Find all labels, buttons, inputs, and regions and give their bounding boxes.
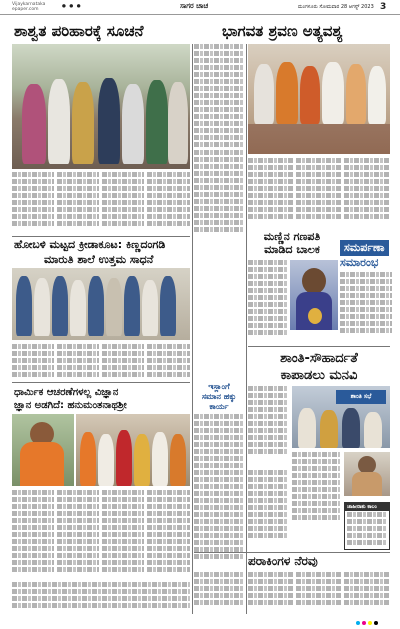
a7-text-col1 [12,490,54,580]
a8-text [194,414,244,564]
headline-a5-box [340,240,389,256]
a1-text-col1 [12,172,54,236]
headline-a6 [248,350,390,384]
a3-text-col1 [12,344,54,380]
a7-text-bottom [12,582,190,614]
a2-text-col4 [344,158,390,228]
page-number: 3 [380,2,387,12]
a9-text-col2 [296,572,341,612]
headline-a3: ಹೋಬಳಿ ಮಟ್ಟದ ಕ್ರೀಡಾಕೂಟ: ಕಿಣ್ಣದಂಗಡಿ [14,238,166,251]
a4-text-col1 [248,260,288,340]
photo-peace-meeting [292,386,390,448]
a2-text-col1b [194,150,244,240]
headline-a2: ಭಾಗವತ ಶ್ರವಣ ಅತ್ಯವಶ್ಯ [222,22,343,40]
section-rule-1 [12,236,190,237]
headline-a7-line2: ಜ್ಞಾನ ಅಡಗಿದೆ: ಹನುಮಂತನಾಥಶ್ರೀ [14,400,127,411]
registration-mark-yellow [368,621,372,625]
a5-text [340,272,392,342]
a6-text-col1 [248,386,288,466]
headline-a7 [14,386,127,412]
photo-officer [344,452,390,496]
registration-mark-magenta [362,621,366,625]
headline-a7-line1: ಧಾರ್ಮಿಕ ಆಚರಣೆಗಳಲ್ಲ ವಿಜ್ಞಾನ [14,387,119,398]
social-icons: ● ● ● [62,4,82,9]
classified-ad-box [344,502,390,550]
a1-text-col4 [147,172,190,236]
photo-swamiji [12,414,74,486]
photo-boy-ganapati [290,260,338,330]
a1-text-col3 [102,172,144,236]
headline-a8 [194,382,244,412]
headline-a6-line2: ಕಾಪಾಡಲು ಮನವಿ [280,368,358,383]
site-name: Vijaykarnataka [12,2,46,7]
registration-mark-cyan [356,621,360,625]
headline-a4-line1: ಮಣ್ಣಿನ ಗಣಪತಿ [263,230,321,243]
column-rule-1 [192,44,193,614]
headline-a1: ಶಾಶ್ವತ ಪರಿಹಾರಕ್ಕೆ ಸೂಚನೆ [14,22,144,40]
a9-text-col1 [248,572,293,612]
headline-a5-line1: ಸಮರ್ಪಣಾ [344,241,385,254]
a7-text-col3 [102,490,144,580]
a6-text-col2 [292,452,340,532]
headline-a8-line1: ಇಸ್ಲಾಂಗೆ [208,382,230,391]
a3-text-col3 [102,344,144,380]
ad-title: ಜಾಹೀರಾತು ಕಾಲಂ [345,503,389,511]
masthead-date: ಮಂಗಳೂರು ಸೋಮವಾರ 28 ಆಗಸ್ಟ್ 2023 [298,4,374,10]
headline-a5-line2: ಸಮಾರಂಭ [340,256,379,269]
a2-text-col3 [296,158,341,228]
a3-text-col4 [147,344,190,380]
photo-officials-meeting [12,44,190,169]
headline-a6-line1: ಶಾಂತಿ-ಸೌಹಾರ್ದತೆ [280,351,358,366]
a9-text-col0 [194,572,244,612]
section-rule-2 [12,382,190,383]
headline-a9: ಪರಾಕಿಂಗಳ ನೆರವು [248,554,318,568]
masthead-logo: ಸಾಗರ ಚಾಚ [180,2,209,10]
headline-a8-line3: ಕಾರ್ಯ [209,402,229,411]
a3-text-col2 [57,344,99,380]
photo-school-sports [12,268,190,340]
masthead-site [12,2,45,12]
headline-a4 [248,230,336,256]
registration-mark-black [374,621,378,625]
peace-meeting-banner: ಶಾಂತಿ ಸಭೆ [336,390,386,404]
photo-religious-gathering [76,414,190,486]
a2-text-col1 [194,44,244,149]
headline-a3b: ಮಾರುತಿ ಶಾಲೆ ಉತ್ತಮ ಸಾಧನೆ [44,253,154,266]
section-rule-3 [248,346,390,347]
column-rule-2 [246,44,247,614]
a2-text-col2 [248,158,293,228]
section-rule-4 [194,552,390,553]
site-domain: epaper.com [12,7,39,12]
a7-text-col2 [57,490,99,580]
headline-a8-line2: ಸಮಾನ ಹಕ್ಕು [201,392,237,401]
photo-bhagavata-event [248,44,390,154]
masthead [0,0,400,15]
a1-text-col2 [57,172,99,236]
headline-a4-line2: ಮಾಡಿದ ಬಾಲಕ [264,243,320,256]
a6-text-col3 [248,470,288,550]
a7-text-col4 [147,490,190,580]
a9-text-col3 [344,572,390,612]
